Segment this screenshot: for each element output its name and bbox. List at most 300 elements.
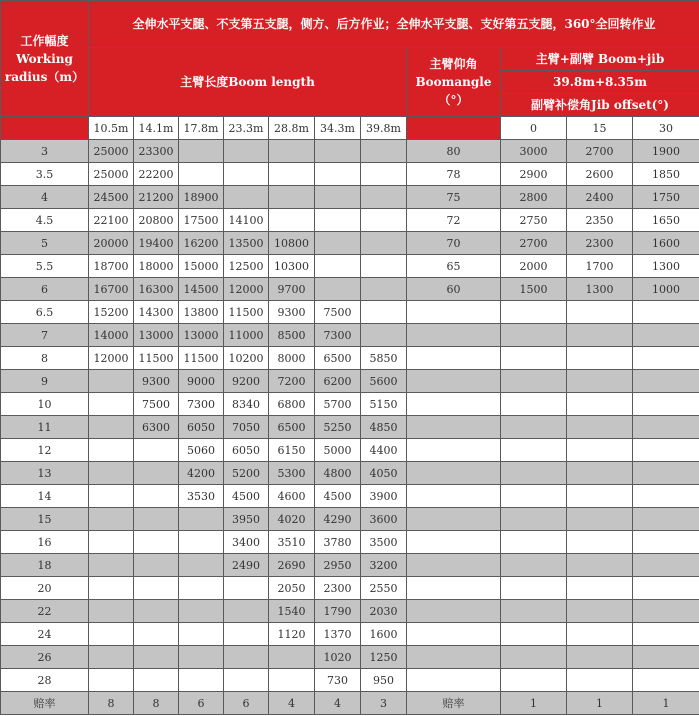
table-body [1,140,699,715]
load-cell: 16200 [179,232,224,255]
boom-length-cell: 14.1m [134,117,179,140]
load-cell: 25000 [89,140,134,163]
angle-cell: 72 [407,209,501,232]
radius-cell: 4 [1,186,89,209]
load-cell: 15200 [89,301,134,324]
load-cell [315,209,361,232]
load-cell: 6050 [179,416,224,439]
jib-load-cell [633,508,699,531]
radius-header: 工作幅度 Working radius（m） [1,1,89,117]
table-row [1,531,699,554]
jib-load-cell [567,439,633,462]
load-cell: 5850 [361,347,407,370]
jib-load-cell [567,508,633,531]
radius-cell: 5.5 [1,255,89,278]
table-row [1,485,699,508]
jib-load-cell: 1750 [633,186,699,209]
boom-length-cell: 28.8m [269,117,315,140]
jib-load-cell [633,577,699,600]
load-cell: 4200 [179,462,224,485]
load-cell [179,623,224,646]
radius-cell: 11 [1,416,89,439]
boom-length-cell: 34.3m [315,117,361,140]
load-cell: 6300 [134,416,179,439]
radius-cell: 8 [1,347,89,370]
load-cell [269,163,315,186]
load-cell [315,163,361,186]
load-cell [89,462,134,485]
load-cell [224,669,269,692]
radius-cell: 16 [1,531,89,554]
table-row [1,416,699,439]
load-cell: 20800 [134,209,179,232]
jib-load-cell [501,508,567,531]
load-cell: 13000 [134,324,179,347]
load-cell: 7050 [224,416,269,439]
load-cell: 7500 [315,301,361,324]
jib-load-cell [501,577,567,600]
jib-load-cell: 1 [567,692,633,715]
load-cell: 1370 [315,623,361,646]
table-row [1,255,699,278]
load-cell [134,531,179,554]
load-cell [89,370,134,393]
load-cell [89,577,134,600]
load-cell: 14000 [89,324,134,347]
load-cell [179,140,224,163]
angle-cell [407,669,501,692]
load-cell: 3900 [361,485,407,508]
load-cell: 2950 [315,554,361,577]
load-cell: 4020 [269,508,315,531]
angle-cell [407,485,501,508]
load-cell [89,439,134,462]
load-cell [89,623,134,646]
load-cell [224,186,269,209]
angle-cell [407,531,501,554]
load-cell: 3400 [224,531,269,554]
jib-load-cell: 1500 [501,278,567,301]
load-cell: 4600 [269,485,315,508]
load-cell: 950 [361,669,407,692]
jib-load-cell [501,600,567,623]
load-cell: 4050 [361,462,407,485]
jib-load-cell [633,646,699,669]
jib-load-cell [501,439,567,462]
radius-cell: 6.5 [1,301,89,324]
table-row [1,347,699,370]
load-cell: 14100 [224,209,269,232]
angle-cell [407,508,501,531]
jib-load-cell [567,416,633,439]
load-cell: 7500 [134,393,179,416]
angle-cell: 78 [407,163,501,186]
load-cell [134,669,179,692]
table-row [1,669,699,692]
jib-load-cell [501,531,567,554]
load-cell: 9200 [224,370,269,393]
table-row [1,508,699,531]
table-row [1,163,699,186]
load-cell: 11000 [224,324,269,347]
jib-length-header: 39.8m+8.35m [501,71,699,94]
load-cell: 9300 [269,301,315,324]
jib-load-cell [633,301,699,324]
radius-header-spacer [1,117,89,140]
angle-cell: 70 [407,232,501,255]
jib-load-cell: 1 [633,692,699,715]
load-cell: 3780 [315,531,361,554]
load-cell: 6800 [269,393,315,416]
load-cell: 10800 [269,232,315,255]
jib-load-cell [567,393,633,416]
load-cell: 2690 [269,554,315,577]
load-cell [134,554,179,577]
load-cell [179,646,224,669]
load-cell: 2550 [361,577,407,600]
jib-load-cell [501,623,567,646]
table-row [1,301,699,324]
table-row [1,692,699,715]
load-cell [224,623,269,646]
load-cell: 9300 [134,370,179,393]
load-cell [315,140,361,163]
load-cell: 5700 [315,393,361,416]
radius-cell: 7 [1,324,89,347]
jib-load-cell [567,669,633,692]
jib-offset-cell: 0 [501,117,567,140]
jib-load-cell [501,669,567,692]
load-cell: 15000 [179,255,224,278]
load-cell [89,600,134,623]
load-cell [361,301,407,324]
table-row [1,186,699,209]
load-cell [89,669,134,692]
load-cell: 11500 [224,301,269,324]
radius-cell: 6 [1,278,89,301]
load-cell [179,508,224,531]
load-cell: 1540 [269,600,315,623]
angle-cell [407,393,501,416]
jib-load-cell [501,416,567,439]
table-row [1,232,699,255]
load-cell: 2050 [269,577,315,600]
load-cell [361,140,407,163]
angle-cell: 65 [407,255,501,278]
jib-load-cell: 1650 [633,209,699,232]
load-cell [89,393,134,416]
jib-load-cell [501,393,567,416]
table-row [1,577,699,600]
jib-offset-cell: 15 [567,117,633,140]
load-cell: 10300 [269,255,315,278]
load-cell [89,531,134,554]
load-cell: 9700 [269,278,315,301]
load-cell: 3600 [361,508,407,531]
jib-load-cell [567,370,633,393]
jib-load-cell: 2800 [501,186,567,209]
load-cell: 25000 [89,163,134,186]
load-cell: 23300 [134,140,179,163]
radius-cell: 24 [1,623,89,646]
load-cell: 4 [269,692,315,715]
load-cell: 7200 [269,370,315,393]
load-cell: 5600 [361,370,407,393]
load-cell: 17500 [179,209,224,232]
load-cell: 8 [89,692,134,715]
load-cell [179,577,224,600]
load-cell: 1600 [361,623,407,646]
load-cell: 6050 [224,439,269,462]
load-cell [89,416,134,439]
jib-load-cell [633,347,699,370]
jib-load-cell [633,669,699,692]
load-cell: 6500 [315,347,361,370]
radius-cell: 13 [1,462,89,485]
load-cell [315,255,361,278]
load-cell: 11500 [134,347,179,370]
angle-cell: 80 [407,140,501,163]
load-cell: 3200 [361,554,407,577]
load-cell [361,186,407,209]
load-cell [361,232,407,255]
load-cell [224,646,269,669]
jib-load-cell [633,462,699,485]
angle-cell: 75 [407,186,501,209]
jib-load-cell [567,462,633,485]
load-cell: 5300 [269,462,315,485]
jib-load-cell: 2700 [567,140,633,163]
radius-cell: 12 [1,439,89,462]
load-cell [224,600,269,623]
table-row [1,439,699,462]
load-cell [361,209,407,232]
jib-load-cell: 2300 [567,232,633,255]
jib-load-cell [501,554,567,577]
angle-cell [407,324,501,347]
angle-cell [407,347,501,370]
radius-cell: 28 [1,669,89,692]
load-cell [269,140,315,163]
jib-load-cell: 2600 [567,163,633,186]
radius-cell: 3.5 [1,163,89,186]
load-cell [315,232,361,255]
table-row [1,209,699,232]
load-cell: 4 [315,692,361,715]
load-cell [179,531,224,554]
load-cell: 8 [134,692,179,715]
jib-load-cell [633,623,699,646]
jib-load-cell [567,554,633,577]
radius-cell: 18 [1,554,89,577]
load-cell [224,140,269,163]
load-cell: 1120 [269,623,315,646]
table-row [1,278,699,301]
load-cell: 5250 [315,416,361,439]
load-cell: 4500 [224,485,269,508]
jib-load-cell: 1900 [633,140,699,163]
angle-cell [407,623,501,646]
table-row [1,324,699,347]
jib-load-cell [567,485,633,508]
load-cell: 7300 [179,393,224,416]
jib-load-cell [567,600,633,623]
table-row [1,462,699,485]
jib-header: 主臂+副臂 Boom+jib [501,48,699,71]
load-cell: 4290 [315,508,361,531]
radius-cell: 9 [1,370,89,393]
load-cell: 4500 [315,485,361,508]
jib-load-cell [501,485,567,508]
boom-length-cell: 10.5m [89,117,134,140]
load-cell: 6 [224,692,269,715]
load-cell [134,600,179,623]
jib-load-cell [567,577,633,600]
load-cell: 7300 [315,324,361,347]
load-cell: 2300 [315,577,361,600]
load-cell [315,186,361,209]
jib-load-cell [567,531,633,554]
radius-cell: 15 [1,508,89,531]
jib-load-cell [567,324,633,347]
load-cell [269,186,315,209]
condition-title: 全伸水平支腿、不支第五支腿，侧方、后方作业；全伸水平支腿、支好第五支腿，360°全回转作业 [89,1,699,48]
jib-load-cell [501,324,567,347]
table-row [1,623,699,646]
radius-cell: 4.5 [1,209,89,232]
load-cell: 16700 [89,278,134,301]
load-cell [361,278,407,301]
jib-load-cell: 2400 [567,186,633,209]
load-cell [89,485,134,508]
jib-load-cell: 1000 [633,278,699,301]
boom-length-header: 主臂长度Boom length [89,48,407,117]
load-cell: 18000 [134,255,179,278]
boom-angle-header-spacer [407,117,501,140]
jib-load-cell: 1 [501,692,567,715]
load-cell [361,324,407,347]
load-cell [269,646,315,669]
jib-load-cell: 2700 [501,232,567,255]
load-cell: 14500 [179,278,224,301]
angle-cell: 60 [407,278,501,301]
load-cell: 1790 [315,600,361,623]
load-cell [134,646,179,669]
jib-offset-cell: 30 [633,117,699,140]
load-cell: 19400 [134,232,179,255]
load-cell [315,278,361,301]
load-cell: 4800 [315,462,361,485]
table-row [1,646,699,669]
load-cell: 8500 [269,324,315,347]
jib-load-cell: 1300 [633,255,699,278]
jib-load-cell: 3000 [501,140,567,163]
load-cell [134,439,179,462]
load-cell [361,163,407,186]
radius-cell: 14 [1,485,89,508]
load-cell [134,623,179,646]
jib-load-cell [633,439,699,462]
jib-offset-header: 副臂补偿角Jib offset(°) [501,94,699,117]
load-cell: 5000 [315,439,361,462]
load-cell [89,508,134,531]
jib-load-cell: 1300 [567,278,633,301]
load-cell: 13000 [179,324,224,347]
load-cell [224,577,269,600]
jib-load-cell [633,370,699,393]
jib-load-cell [633,554,699,577]
table-row [1,393,699,416]
load-cell [89,554,134,577]
angle-cell [407,577,501,600]
jib-load-cell [633,393,699,416]
load-cell: 5150 [361,393,407,416]
jib-load-cell: 1700 [567,255,633,278]
load-cell: 6200 [315,370,361,393]
load-cell: 22200 [134,163,179,186]
radius-cell: 赔率 [1,692,89,715]
load-cell: 20000 [89,232,134,255]
jib-load-cell [633,531,699,554]
radius-cell: 20 [1,577,89,600]
load-cell: 11500 [179,347,224,370]
load-cell: 1020 [315,646,361,669]
load-cell: 13500 [224,232,269,255]
load-cell: 8000 [269,347,315,370]
jib-load-cell [567,623,633,646]
jib-load-cell [501,347,567,370]
jib-load-cell [633,324,699,347]
load-cell: 9000 [179,370,224,393]
load-cell [269,669,315,692]
jib-load-cell [633,485,699,508]
angle-cell [407,646,501,669]
load-cell: 5060 [179,439,224,462]
jib-load-cell [501,462,567,485]
load-cell: 22100 [89,209,134,232]
load-cell: 3 [361,692,407,715]
load-cell: 12000 [89,347,134,370]
boom-length-cell: 23.3m [224,117,269,140]
load-cell [89,646,134,669]
angle-cell [407,554,501,577]
load-cell: 18700 [89,255,134,278]
load-cell: 4850 [361,416,407,439]
load-cell [224,163,269,186]
radius-cell: 5 [1,232,89,255]
jib-load-cell [567,646,633,669]
load-cell: 6150 [269,439,315,462]
load-cell: 4400 [361,439,407,462]
radius-cell: 22 [1,600,89,623]
jib-load-cell: 2350 [567,209,633,232]
load-cell: 12000 [224,278,269,301]
jib-load-cell: 2000 [501,255,567,278]
boom-angle-header: 主臂仰角 Boomangle（°） [407,48,501,117]
jib-load-cell [567,347,633,370]
angle-cell [407,301,501,324]
boom-length-cell: 39.8m [361,117,407,140]
angle-cell [407,462,501,485]
load-cell: 12500 [224,255,269,278]
load-cell: 3510 [269,531,315,554]
jib-load-cell [501,370,567,393]
load-cell: 3500 [361,531,407,554]
load-cell [134,577,179,600]
jib-load-cell [501,646,567,669]
load-cell: 8340 [224,393,269,416]
load-cell [134,485,179,508]
